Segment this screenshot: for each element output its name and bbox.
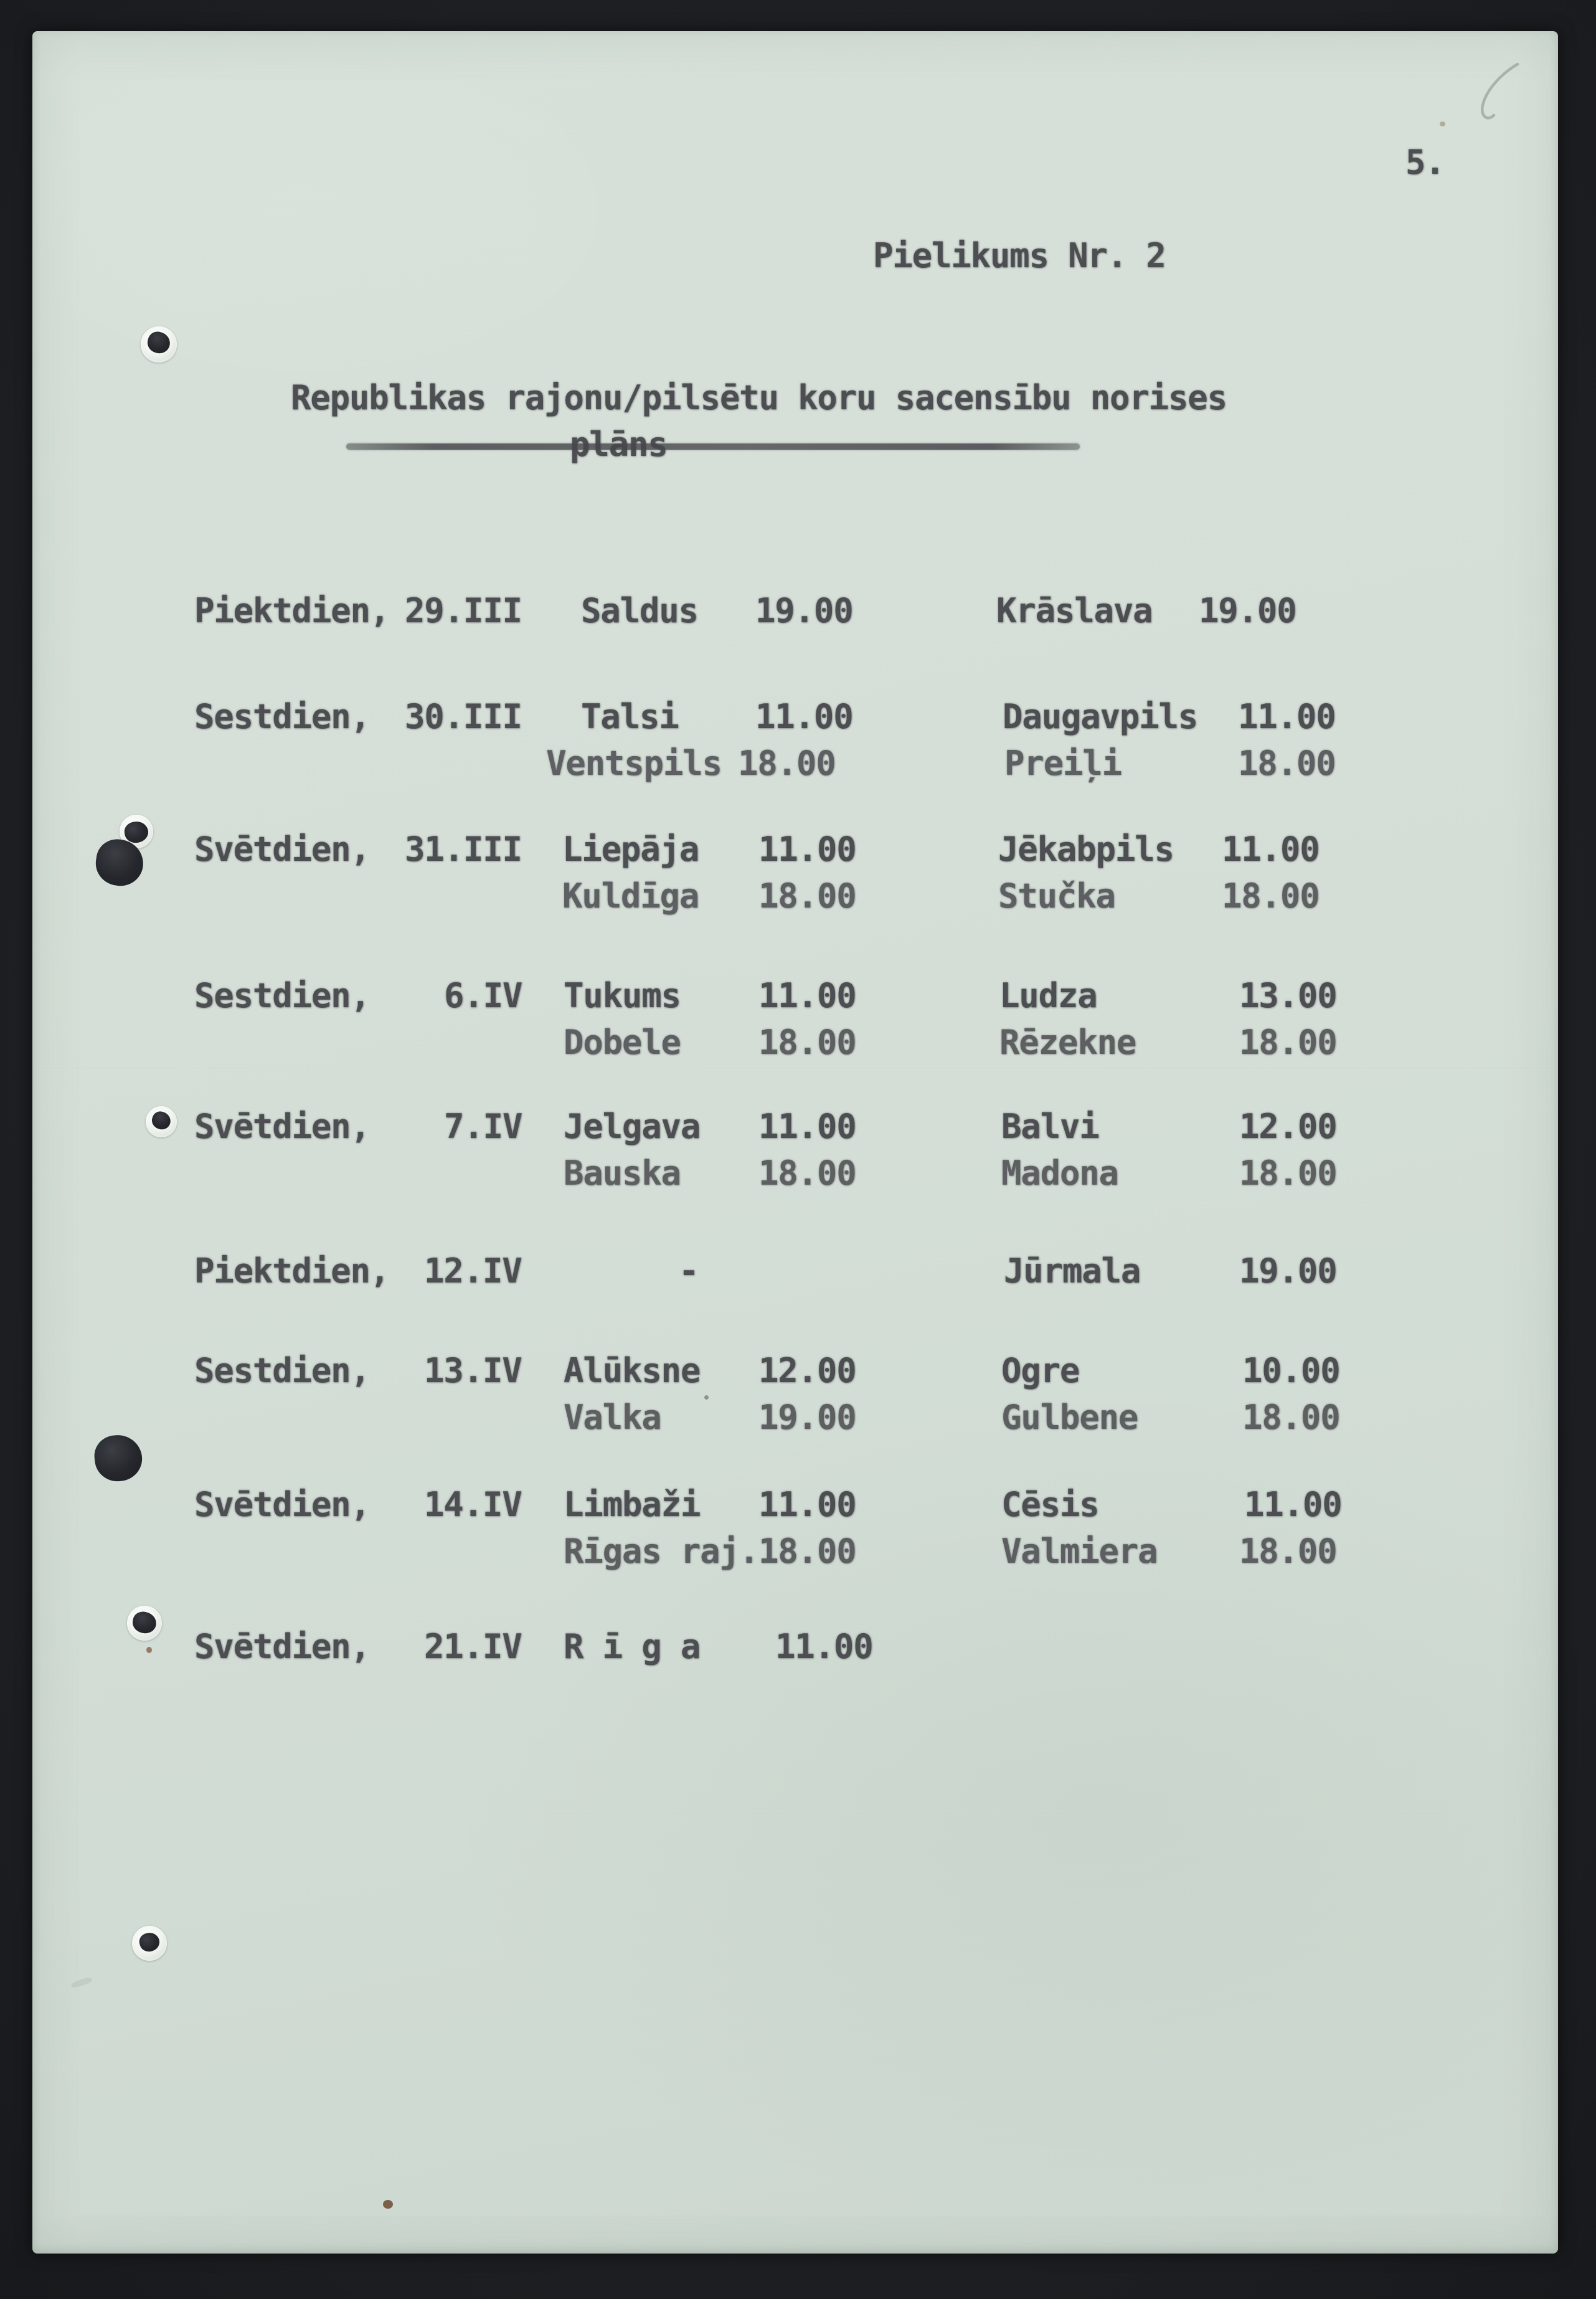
event-time: 18.00 — [758, 876, 856, 916]
event-time: 18.00 — [758, 1154, 856, 1193]
punch-hole — [137, 1930, 161, 1954]
event-time: 13.00 — [1239, 976, 1337, 1015]
date-label: 12.IV — [424, 1251, 522, 1291]
paper-speck — [704, 1395, 709, 1400]
punch-hole — [145, 329, 172, 356]
event-time: 19.00 — [755, 591, 853, 630]
event-time: 11.00 — [758, 976, 856, 1015]
date-label: 13.IV — [424, 1351, 522, 1390]
city-name: Jēkabpils — [998, 830, 1174, 869]
punch-hole — [127, 1606, 162, 1641]
day-label: Svētdien, — [194, 1107, 370, 1146]
day-label: Sestdien, — [194, 1351, 370, 1390]
city-name: Rīgas raj. — [564, 1532, 759, 1571]
city-name: Preiļi — [1004, 744, 1121, 783]
event-time: 11.00 — [1238, 697, 1336, 736]
city-name: Dobele — [564, 1023, 681, 1062]
city-name: Limbaži — [564, 1485, 701, 1524]
city-name: Rēzekne — [999, 1023, 1136, 1062]
paper-crease — [32, 1811, 1558, 1813]
event-time: 12.00 — [758, 1351, 856, 1390]
event-time: 11.00 — [1222, 830, 1320, 869]
appendix-label: Pielikums Nr. 2 — [873, 236, 1166, 275]
date-label: 6.IV — [444, 976, 522, 1015]
pencil-mark — [1455, 59, 1536, 134]
day-label: Svētdien, — [194, 1485, 370, 1524]
day-label: Sestdien, — [194, 697, 370, 736]
date-label: 21.IV — [424, 1627, 522, 1666]
event-time: 18.00 — [758, 1023, 856, 1062]
city-name: Liepāja — [562, 830, 699, 869]
date-label: 31.III — [405, 830, 522, 869]
city-name: Jelgava — [564, 1107, 701, 1146]
punch-hole — [131, 1609, 158, 1635]
date-label: 7.IV — [444, 1107, 522, 1146]
day-label: Piektdien, — [194, 591, 390, 630]
event-time: 10.00 — [1242, 1351, 1340, 1390]
paper-speck — [383, 2200, 393, 2209]
date-label: 30.III — [405, 697, 522, 736]
event-time: 11.00 — [758, 830, 856, 869]
city-name: Valmiera — [1001, 1532, 1158, 1571]
city-name: Kuldīga — [562, 876, 699, 916]
day-label: Sestdien, — [194, 976, 370, 1015]
event-time: 12.00 — [1239, 1107, 1337, 1146]
event-time: 19.00 — [758, 1398, 856, 1437]
city-name: Alūksne — [564, 1351, 701, 1390]
event-time: 18.00 — [758, 1532, 856, 1571]
punch-hole — [92, 1433, 144, 1484]
punch-hole — [141, 326, 177, 363]
city-name: Saldus — [581, 591, 698, 630]
city-name: Gulbene — [1001, 1398, 1138, 1437]
city-name: Jūrmala — [1004, 1251, 1141, 1291]
event-time: 11.00 — [755, 697, 853, 736]
event-time: 11.00 — [1244, 1485, 1342, 1524]
date-label: 14.IV — [424, 1485, 522, 1524]
city-name: Ventspils — [546, 744, 722, 783]
city-name: Cēsis — [1001, 1485, 1099, 1524]
city-name: Talsi — [581, 697, 679, 736]
day-label: Svētdien, — [194, 830, 370, 869]
event-time: 18.00 — [1222, 876, 1320, 916]
event-time: 18.00 — [738, 744, 836, 783]
event-time: 11.00 — [775, 1627, 873, 1666]
day-label: Piektdien, — [194, 1251, 390, 1291]
paper-speck — [146, 1647, 152, 1653]
city-name: Madona — [1001, 1154, 1118, 1193]
event-time: 18.00 — [1239, 1023, 1337, 1062]
paper-speck — [1440, 121, 1445, 126]
event-time: 18.00 — [1239, 1154, 1337, 1193]
city-name: Ludza — [999, 976, 1097, 1015]
event-time: 18.00 — [1239, 1532, 1337, 1571]
city-name: Krāslava — [996, 591, 1153, 630]
no-event-dash: - — [679, 1251, 699, 1291]
city-name: Bauska — [564, 1154, 681, 1193]
event-time: 18.00 — [1242, 1398, 1340, 1437]
event-time: 11.00 — [758, 1107, 856, 1146]
city-name: Balvi — [1001, 1107, 1099, 1146]
city-name: Valka — [564, 1398, 661, 1437]
paper-crease — [32, 1066, 1558, 1068]
city-name: Ogre — [1001, 1351, 1080, 1390]
title-underline — [346, 443, 1080, 450]
document-title-line1: Republikas rajonu/pilsētu koru sacensību norises — [291, 378, 1227, 417]
city-name: Stučka — [998, 876, 1115, 916]
event-time: 11.00 — [758, 1485, 856, 1524]
punch-hole — [149, 1109, 173, 1132]
event-time: 19.00 — [1239, 1251, 1337, 1291]
city-name: R ī g a — [564, 1627, 701, 1666]
event-time: 18.00 — [1238, 744, 1336, 783]
page-number: 5. — [1405, 143, 1445, 182]
day-label: Svētdien, — [194, 1627, 370, 1666]
punch-hole — [132, 1926, 167, 1961]
date-label: 29.III — [405, 591, 522, 630]
paper-speck — [70, 1976, 92, 1989]
event-time: 19.00 — [1199, 591, 1296, 630]
city-name: Tukums — [564, 976, 681, 1015]
city-name: Daugavpils — [1003, 697, 1198, 736]
punch-hole — [146, 1106, 177, 1137]
document-paper — [32, 31, 1558, 2254]
